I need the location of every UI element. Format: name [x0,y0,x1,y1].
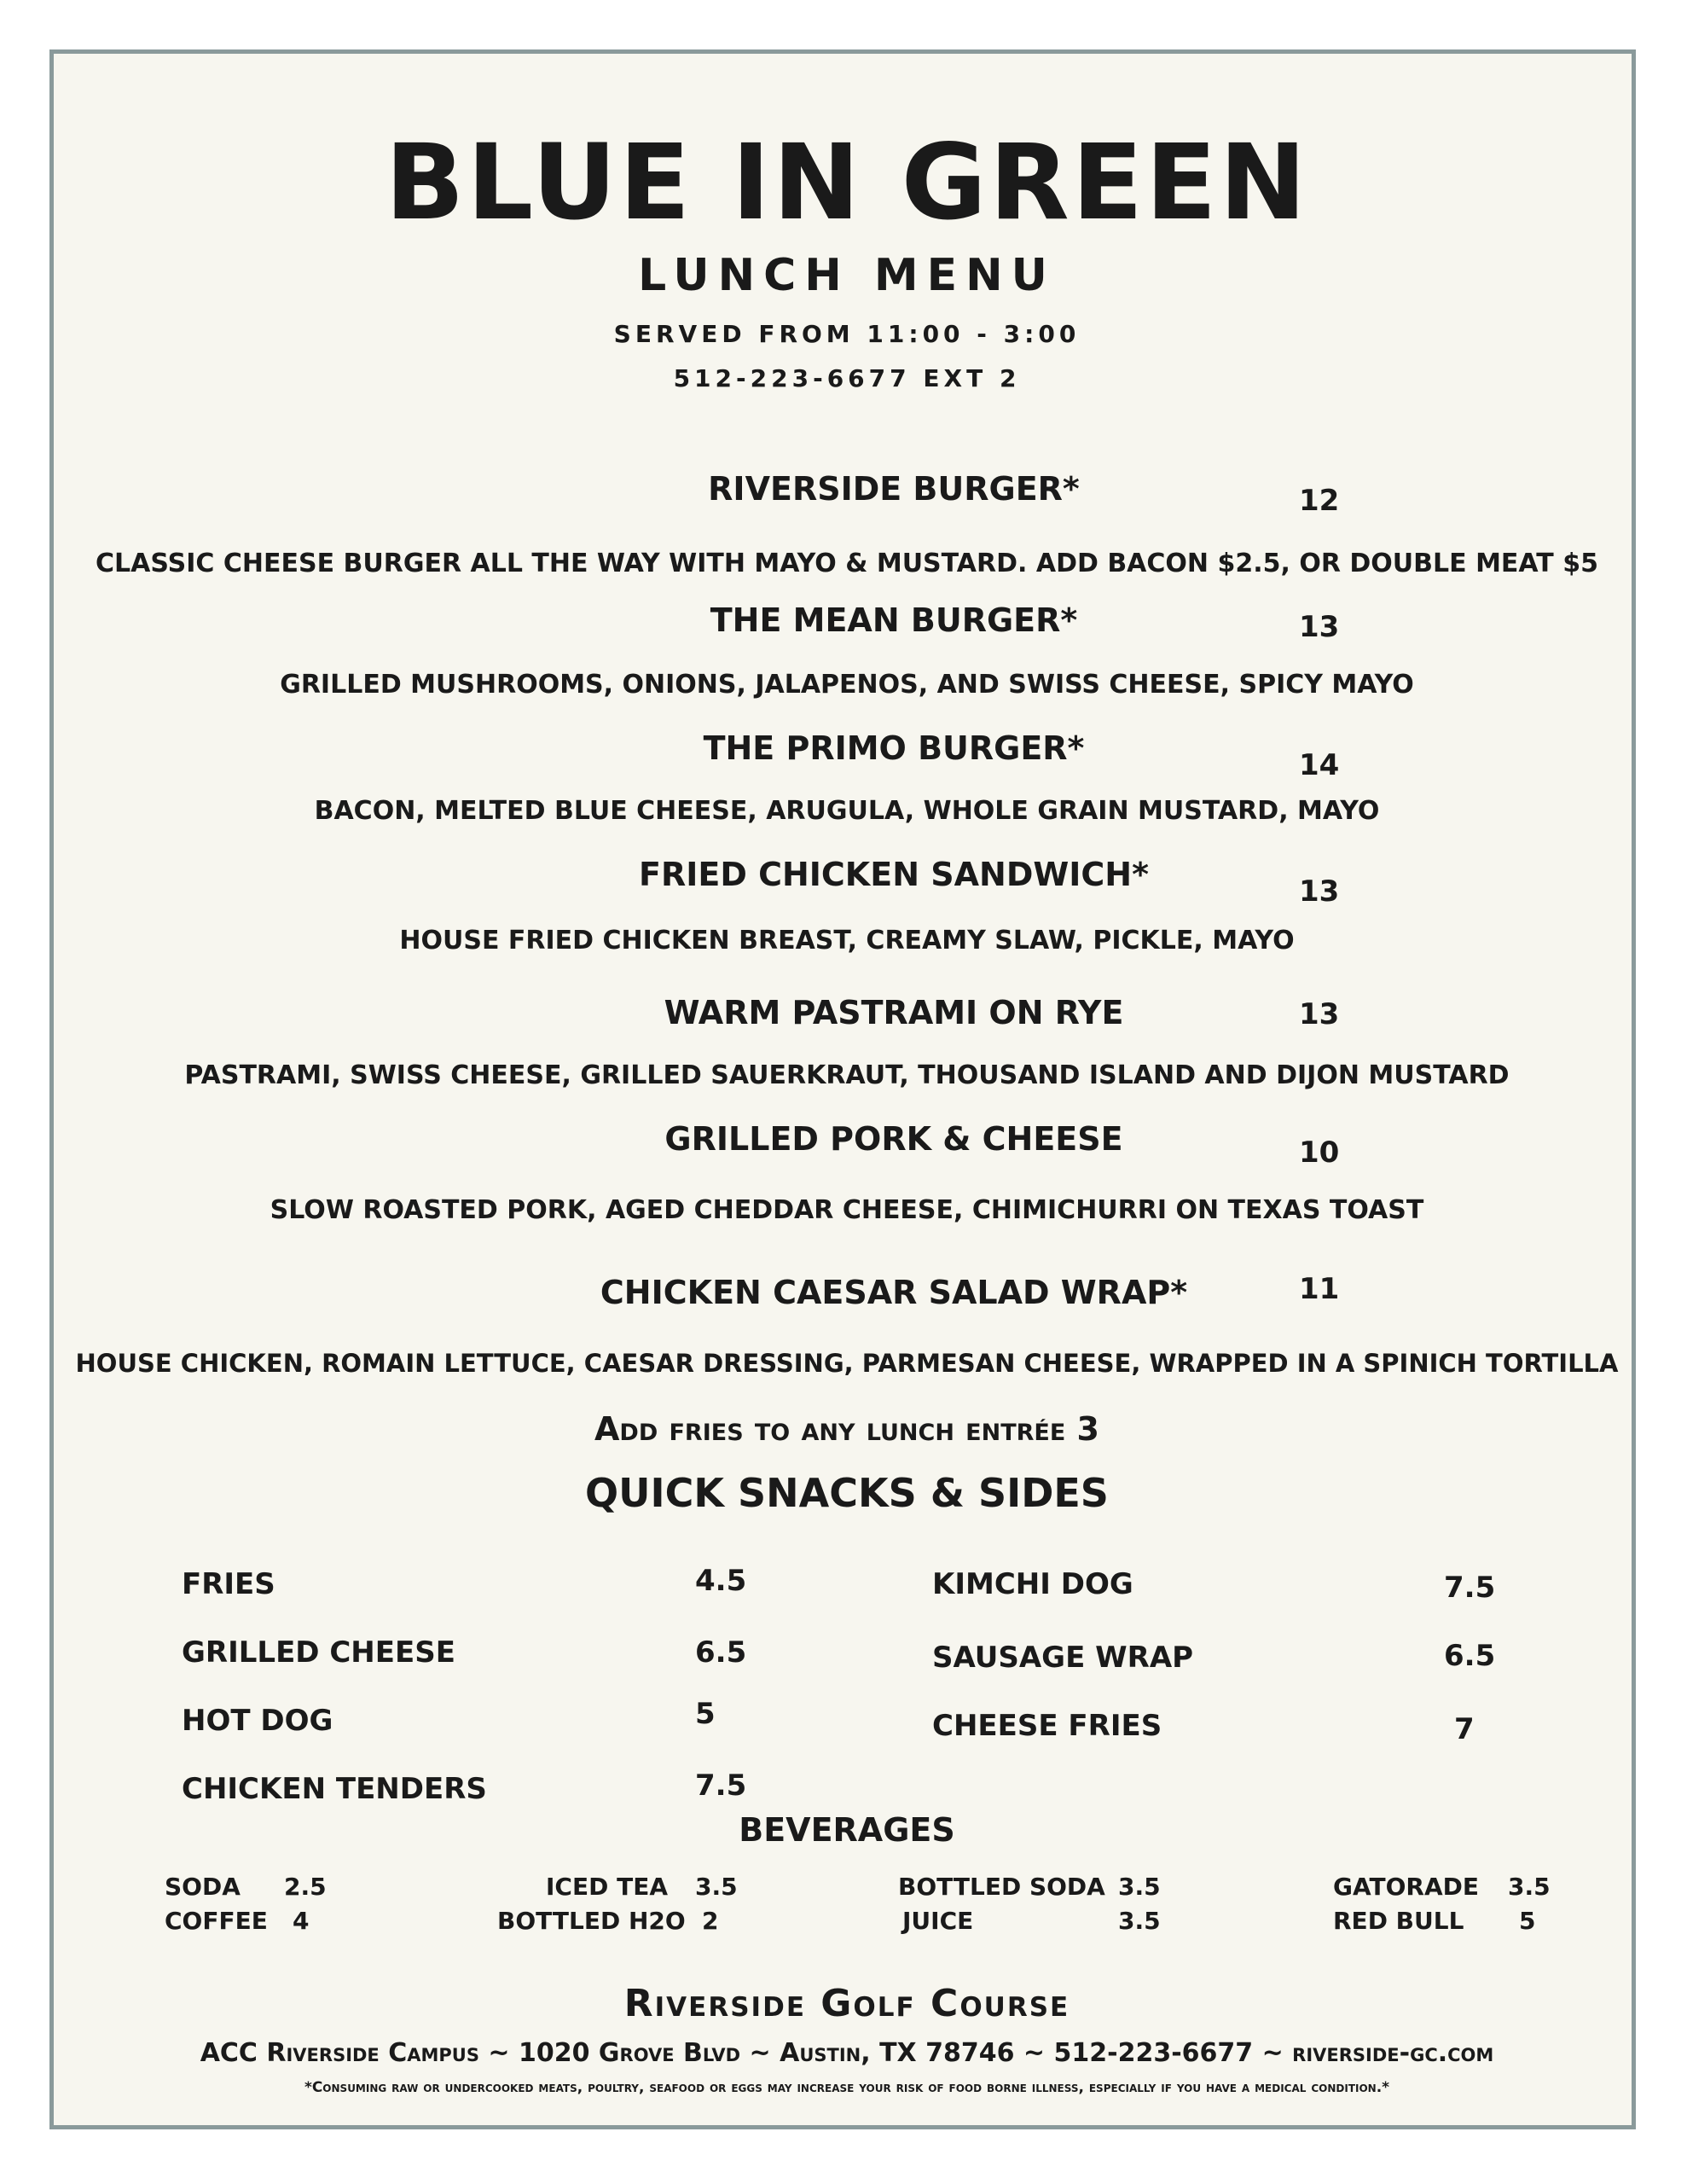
entree-description: SLOW ROASTED PORK, AGED CHEDDAR CHEESE, CHIMICHURRI ON TEXAS TOAST [270,1195,1424,1225]
entree-name: WARM PASTRAMI ON RYE [664,994,1124,1031]
entree-name: THE MEAN BURGER* [710,601,1078,639]
entree-price: 12 [1299,484,1340,518]
beverages-heading: BEVERAGES [739,1811,955,1849]
beverage-price: 3.5 [1118,1873,1161,1901]
service-hours: SERVED FROM 11:00 - 3:00 [613,320,1081,348]
entree-price: 14 [1299,748,1340,782]
entree-name: THE PRIMO BURGER* [703,729,1085,767]
beverage-price: 2 [702,1907,719,1935]
entree-name: FRIED CHICKEN SANDWICH* [639,856,1149,893]
beverage-name: ICED TEA [546,1873,668,1901]
entree-description: HOUSE FRIED CHICKEN BREAST, CREAMY SLAW, PICKLE, MAYO [399,926,1295,956]
snack-price: 7.5 [1444,1571,1496,1605]
snack-name: GRILLED CHEESE [182,1635,455,1670]
beverage-name: BOTTLED H2O [497,1907,686,1935]
snack-price: 5 [695,1697,716,1731]
beverage-name: GATORADE [1333,1873,1479,1901]
fries-add-on-note: Add fries to any lunch entrée 3 [594,1410,1099,1448]
snack-name: KIMCHI DOG [932,1567,1133,1601]
entree-description: CLASSIC CHEESE BURGER ALL THE WAY WITH MAYO & MUSTARD. ADD BACON $2.5, OR DOUBLE MEAT $5 [96,549,1598,578]
phone-number: 512-223-6677 EXT 2 [673,364,1021,392]
beverage-name: RED BULL [1333,1907,1464,1935]
menu-title: LUNCH MENU [638,250,1056,301]
beverage-price: 5 [1519,1907,1536,1935]
entree-price: 11 [1299,1272,1340,1306]
entree-price: 10 [1299,1136,1340,1170]
snack-name: CHEESE FRIES [932,1709,1162,1743]
beverage-name: JUICE [902,1907,974,1935]
snack-name: FRIES [182,1567,275,1601]
beverage-price: 3.5 [695,1873,738,1901]
entree-description: BACON, MELTED BLUE CHEESE, ARUGULA, WHOLE GRAIN MUSTARD, MAYO [314,796,1380,826]
snack-name: SAUSAGE WRAP [932,1641,1194,1675]
snack-price: 6.5 [695,1635,747,1670]
menu-page [49,49,1636,2129]
snacks-heading: QUICK SNACKS & SIDES [585,1470,1109,1516]
beverage-price: 4 [293,1907,310,1935]
beverage-name: BOTTLED SODA [898,1873,1105,1901]
entree-name: CHICKEN CAESAR SALAD WRAP* [600,1274,1188,1311]
restaurant-name: BLUE IN GREEN [385,122,1309,243]
snack-price: 4.5 [695,1564,747,1598]
entree-price: 13 [1299,874,1340,909]
snack-price: 6.5 [1444,1639,1496,1673]
snack-name: HOT DOG [182,1704,333,1738]
beverage-price: 3.5 [1508,1873,1551,1901]
entree-price: 13 [1299,610,1340,644]
golf-course-name: Riverside Golf Course [623,1982,1070,2025]
snack-name: CHICKEN TENDERS [182,1772,487,1806]
beverage-price: 2.5 [284,1873,327,1901]
snack-price: 7.5 [695,1769,747,1803]
entree-price: 13 [1299,997,1340,1031]
entree-description: PASTRAMI, SWISS CHEESE, GRILLED SAUERKRAUT, THOUSAND ISLAND AND DIJON MUSTARD [184,1060,1510,1090]
entree-name: GRILLED PORK & CHEESE [664,1120,1123,1158]
entree-name: RIVERSIDE BURGER* [708,470,1080,508]
entree-description: HOUSE CHICKEN, ROMAIN LETTUCE, CAESAR DRESSING, PARMESAN CHEESE, WRAPPED IN A SPINICH TORTILLA [75,1349,1619,1378]
snack-price: 7 [1454,1712,1475,1746]
beverage-name: COFFEE [165,1907,268,1935]
entree-description: GRILLED MUSHROOMS, ONIONS, JALAPENOS, AND SWISS CHEESE, SPICY MAYO [280,670,1414,700]
food-safety-disclaimer: *Consuming raw or undercooked meats, poultry, seafood or eggs may increase your risk of food borne illness, especially if you have a medical condition.* [304,2079,1390,2096]
address-line: ACC Riverside Campus ~ 1020 Grove Blvd ~ Austin, TX 78746 ~ 512-223-6677 ~ riverside-gc.com [200,2038,1494,2068]
beverage-name: SODA [165,1873,241,1901]
beverage-price: 3.5 [1118,1907,1161,1935]
